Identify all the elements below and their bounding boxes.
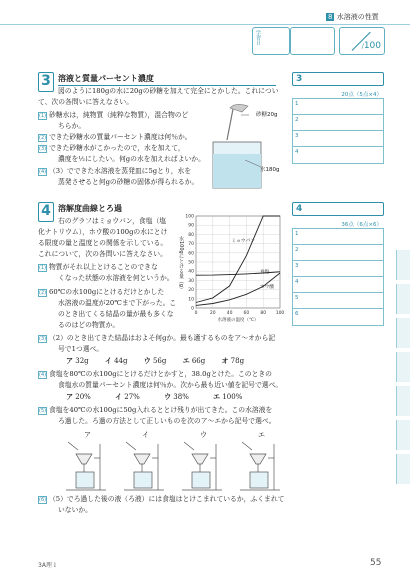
solubility-chart: [176, 212, 288, 330]
x-tick-label: 40: [226, 311, 233, 316]
series-label-1: 食塩: [259, 270, 270, 276]
x-tick-label: 100: [275, 311, 285, 316]
study-date-seal: [252, 27, 290, 55]
section3-intro-1: 図のように180gの水に20gの砂糖を加えて完全にとかした。これについ: [58, 87, 279, 95]
s4-q2-line4: るのはどの物質か。: [58, 321, 120, 329]
header-rule: [0, 24, 410, 25]
water-label: 水180g: [260, 167, 280, 173]
side-tab[interactable]: [396, 250, 410, 280]
s3-q1-line1: 砂糖水は，純物質（純粋な物質），混合物のど: [49, 111, 189, 119]
x-tick-label: 20: [209, 311, 216, 316]
s4-intro-3: る限度の量と温度との関係を示している。: [38, 239, 168, 247]
section3-intro-2: て、次の各問いに答えなさい。: [38, 98, 134, 106]
score-total: 100: [363, 41, 381, 51]
filter-label-a: ア: [84, 431, 91, 439]
series-label-2: ホウ酸: [259, 284, 275, 290]
y-tick-label: 60: [188, 251, 194, 257]
s3-q4-line2: 蒸発させると何gの砂糖の固体が得られるか。: [58, 178, 199, 186]
y-tick-label: 0: [191, 306, 194, 312]
answer-field[interactable]: 1: [293, 229, 383, 245]
y-tick-label: 10: [188, 297, 194, 303]
answer-field[interactable]: 2: [293, 245, 383, 261]
sugar-label: 砂糖20g: [256, 112, 278, 118]
q-label: (5): [39, 408, 47, 414]
s4-q3-line2: 号で1つ選べ。: [58, 345, 104, 353]
s3-q3-line2: 濃度を½にしたい。何gの水を加えればよいか。: [58, 155, 205, 163]
filter-label-c: ウ: [200, 431, 207, 439]
y-axis-label: 水100gにとける量（g）: [178, 236, 184, 292]
y-tick-label: 100: [185, 214, 194, 220]
section4-title: 溶解度曲線とろ過: [58, 204, 122, 213]
seal-label: 学習日: [255, 30, 261, 45]
answer-field[interactable]: 4: [293, 277, 383, 293]
s4-q6-line2: いないか。: [58, 506, 92, 514]
q-label: (2): [39, 135, 47, 141]
filter-label-d: エ: [258, 431, 265, 439]
answer-field[interactable]: 5: [293, 293, 383, 309]
unit-number: 8: [328, 13, 333, 21]
side-tab[interactable]: [396, 454, 410, 484]
s4-intro-1: 右のグラフはミョウバン，食塩（塩: [58, 217, 167, 225]
option: エ 100%: [213, 393, 243, 401]
answer-field[interactable]: 1: [293, 99, 383, 115]
s4-q4-line1: 食塩を80℃の水100gにとけるだけとかすと，38.0gとけた。このときの: [49, 370, 272, 378]
answer-field[interactable]: 3: [293, 131, 383, 147]
s4-q3-line1: （2）のとき出てきた結晶はおよそ何gか。最も適するものをア〜オから記: [49, 334, 276, 342]
option: ウ 38%: [164, 393, 189, 401]
option: ア 20%: [66, 393, 91, 401]
y-tick-label: 90: [188, 223, 194, 229]
s4-q5-line1: 食塩を40℃の水100gに50g入れるととけ残りが出てきた。この水溶液を: [49, 406, 273, 414]
y-tick-label: 20: [188, 288, 194, 294]
option: エ 66g: [182, 357, 206, 365]
s4-intro-4: これについて，次の各問いに答えなさい。: [38, 250, 167, 258]
s4-q2-line2: 水溶液の温度が20℃まで下がった。こ: [58, 299, 177, 307]
s4-q2-line1: 60℃の水100gにとけるだけとかした: [49, 288, 165, 296]
q-label: (4): [39, 169, 47, 175]
filtration-options: [66, 430, 286, 490]
x-tick-label: 60: [243, 311, 250, 316]
section4-number: 4: [38, 202, 54, 222]
date-box[interactable]: [290, 27, 335, 55]
s4-q6-line1: （5）でろ過した後の液（ろ液）には食塩はとけこまれているか，ふくまれて: [49, 495, 285, 503]
s4-q4-options: [66, 392, 242, 402]
x-axis-label: 水溶液の温度（℃）: [217, 318, 259, 323]
unit-title: 水溶液の性質: [336, 13, 379, 21]
s3-q2: できた砂糖水の質量パーセント濃度は何％か。: [49, 133, 192, 141]
option: イ 27%: [115, 393, 140, 401]
y-tick-label: 50: [188, 260, 194, 266]
q-label: (2): [39, 290, 47, 296]
s4-q1-line2: くなった状態の水溶液を何というか。: [58, 274, 174, 282]
section3-number: 3: [38, 72, 54, 92]
y-tick-label: 40: [188, 269, 194, 275]
s4-q4-line2: 食塩水の質量パーセント濃度は何％か。次から最も近い値を記号で選べ。: [58, 381, 283, 389]
s3-q3-line1: できた砂糖水がこかったので，水を加えて，: [49, 144, 185, 152]
q-label: (1): [39, 113, 47, 119]
unit-heading: [326, 12, 379, 22]
answer-field[interactable]: 6: [295, 311, 299, 317]
side-tab[interactable]: [396, 318, 410, 348]
score-box[interactable]: /100: [339, 27, 385, 55]
side-tab[interactable]: [396, 386, 410, 416]
s3-q4-line1: （3）でできた水溶液を蒸発皿に5gとり，水を: [49, 167, 192, 175]
side-tab[interactable]: [396, 352, 410, 382]
s4-q5-line2: ろ過した。ろ過の方法として正しいものを次のア〜エから記号で選べ。: [58, 417, 276, 425]
section3-title: 溶液と質量パーセント濃度: [58, 73, 276, 86]
answer4-points: 36点（6点×6）: [341, 222, 382, 228]
page-number: 55: [370, 558, 382, 568]
option: ア 32g: [66, 357, 89, 365]
y-tick-label: 80: [188, 232, 194, 238]
option: ウ 56g: [143, 357, 167, 365]
s4-q3-options: [66, 356, 244, 366]
answer4-heading: 4: [292, 202, 384, 216]
option: オ 78g: [221, 357, 245, 365]
y-tick-label: 30: [188, 278, 194, 284]
s3-q1-line2: ちらか。: [58, 122, 86, 130]
q-label: (4): [39, 372, 47, 378]
filtration-apparatus-illustrations: [66, 440, 296, 492]
answer3-heading: 3: [292, 72, 384, 86]
answer-field[interactable]: 4: [295, 149, 299, 155]
answer3-points: 20点（5点×4）: [341, 92, 382, 98]
q-label: (3): [39, 146, 47, 152]
x-tick-label: 80: [260, 311, 267, 316]
answer-field[interactable]: 3: [293, 261, 383, 277]
answer3-box: [292, 98, 384, 164]
s4-q1-line1: 物質がそれ以上とけることのできな: [49, 263, 158, 271]
q-label: (6): [39, 497, 47, 503]
q-label: (1): [39, 265, 47, 271]
filter-label-b: イ: [142, 431, 149, 439]
side-tab[interactable]: [396, 284, 410, 314]
side-tab[interactable]: [396, 420, 410, 450]
answer4-box: [292, 228, 384, 326]
s4-q2-line3: のとき出てくる結晶の量が最も多くな: [58, 310, 174, 318]
s4-intro-2: 化ナトリウム），ホウ酸の100gの水にとけ: [38, 228, 168, 236]
series-label-0: ミョウバン: [231, 238, 256, 244]
q-label: (3): [39, 336, 47, 342]
option: イ 44g: [104, 357, 128, 365]
answer-field[interactable]: 2: [293, 115, 383, 131]
x-tick-label: 0: [194, 311, 198, 316]
footer-code: 3A理１: [38, 562, 58, 569]
y-tick-label: 70: [188, 242, 194, 248]
